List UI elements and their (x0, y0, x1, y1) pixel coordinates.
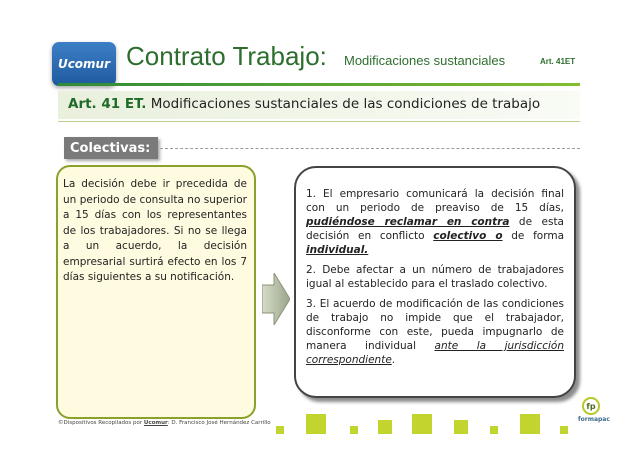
section-divider (160, 148, 580, 150)
point-1: 1. El empresario comunicará la decisión final con un periodo de preaviso de 15 días, pudiéndose reclamar en contra de esta decisión en conflicto colectivo o de forma individual. (306, 188, 565, 256)
right-panel-text (306, 187, 564, 373)
decorative-square (276, 426, 284, 434)
formapac-logo-icon: fp (582, 397, 600, 415)
article-description: Modificaciones sustanciales de las condiciones de trabajo (150, 96, 541, 112)
section-label-colectivas: Colectivas: (64, 137, 158, 159)
decorative-square (520, 414, 540, 434)
point-2: 2. Debe afectar a un número de trabajadores igual al establecido para el traslado colectivo. (306, 264, 564, 290)
ucomur-logo: Ucomur (52, 42, 116, 86)
header-divider (58, 83, 580, 86)
slide-title: Contrato Trabajo: (126, 41, 327, 71)
decorative-square (490, 426, 498, 434)
decorative-square (350, 426, 358, 434)
left-panel-text: La decisión debe ir precedida de un periodo de consulta no superior a 15 días con los representantes de los trabajadores. Si no se llega a un acuerdo, la decisión empresarial surtirá efecto en los 7 días siguientes a su notificación. (63, 178, 247, 283)
article-divider (58, 121, 580, 122)
slide-subtitle: Modificaciones sustanciales (344, 53, 506, 68)
right-arrow-icon (262, 273, 290, 325)
decorative-square (454, 420, 468, 434)
decorative-square (378, 420, 392, 434)
point-3: 3. El acuerdo de modificación de las condiciones de trabajo no impide que el trabajador, disconforme con este, pueda impugnarlo de manera individual ante la jurisdicción correspondiente. (306, 298, 564, 366)
article-tag: Art. 41ET (540, 57, 576, 66)
decorative-square (412, 414, 432, 434)
article-heading (68, 96, 540, 112)
footer-credit: ©Dispositivos Recopilados por Ucomur: D. Francisco José Hernández Carrillo (58, 420, 271, 426)
decorative-square (306, 414, 326, 434)
brand-name: formapac (578, 416, 610, 423)
decorative-square (560, 426, 568, 434)
article-code: Art. 41 ET. (68, 96, 147, 112)
